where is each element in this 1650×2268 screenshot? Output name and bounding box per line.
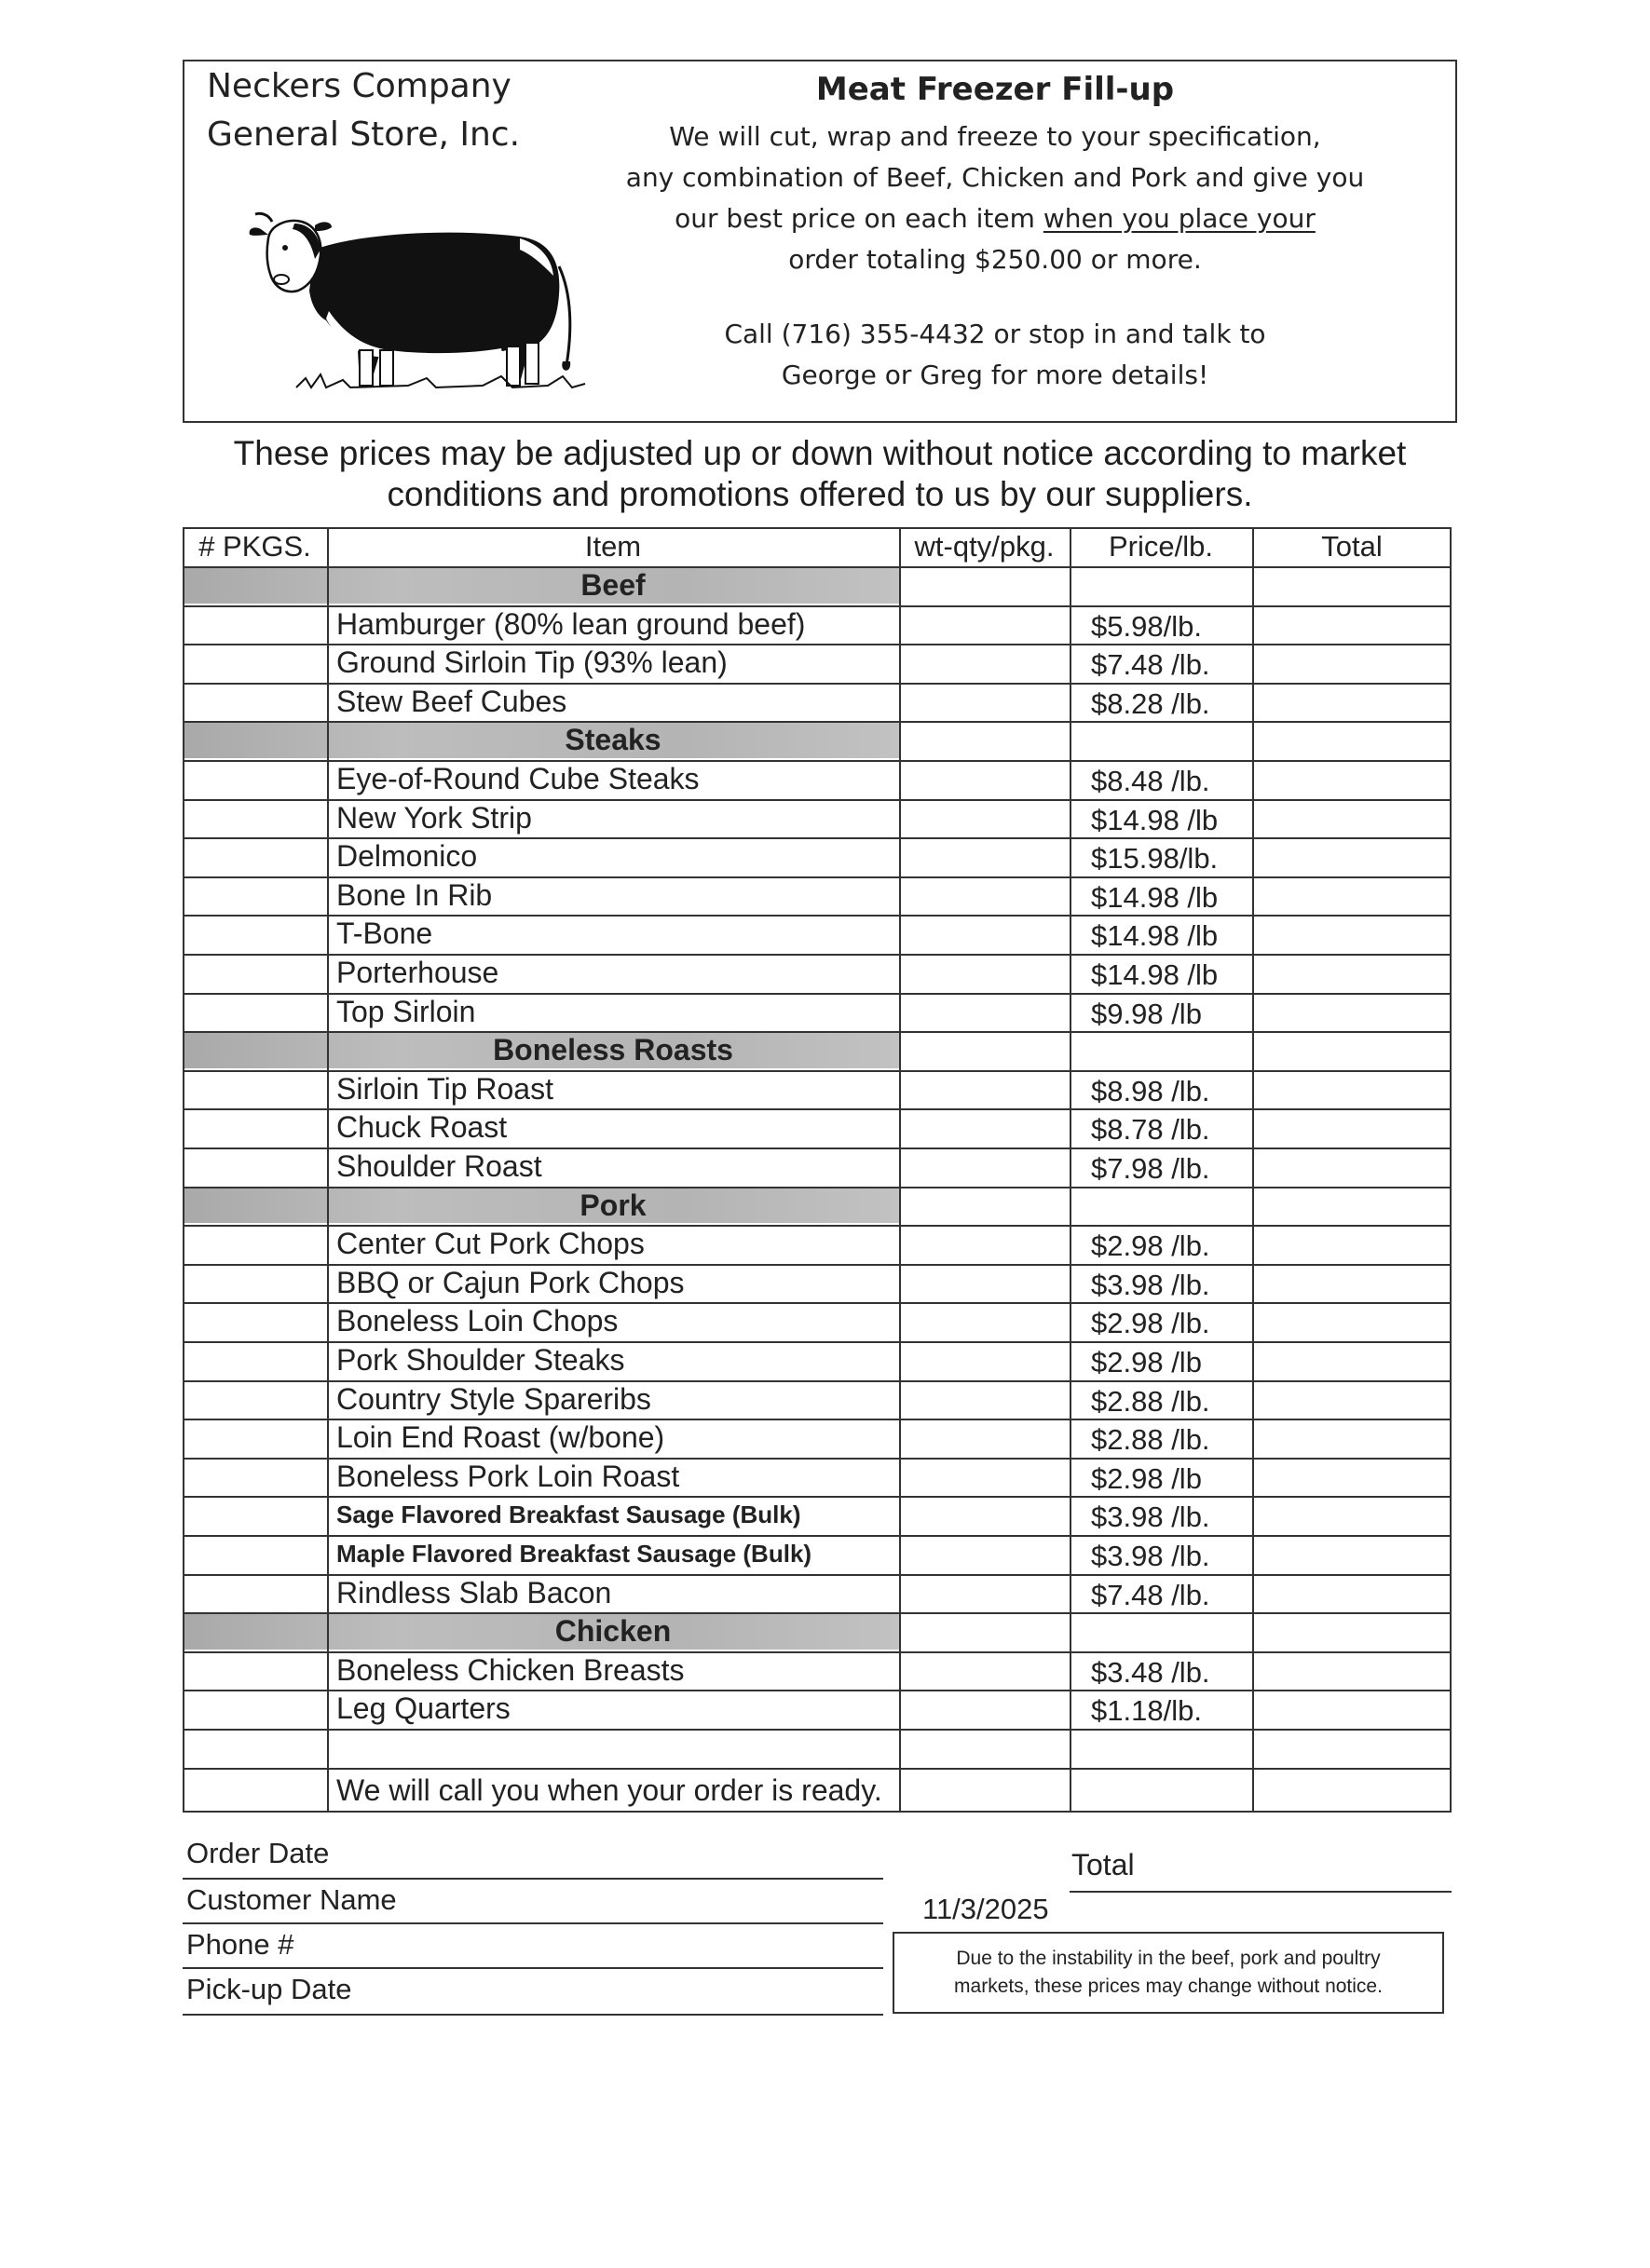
disclaimer-line: conditions and promotions offered to us by our suppliers. bbox=[387, 475, 1253, 513]
contact-line: Call (716) 355-4432 or stop in and talk to bbox=[724, 319, 1266, 349]
phone-field[interactable] bbox=[183, 1967, 883, 1969]
item-name: Sage Flavored Breakfast Sausage (Bulk) bbox=[336, 1501, 801, 1529]
weight-column-header: wt-qty/pkg. bbox=[914, 530, 1055, 563]
section-header-chicken: Chicken bbox=[554, 1614, 672, 1649]
item-column-header: Item bbox=[584, 530, 642, 563]
item-price: $8.28 /lb. bbox=[1091, 686, 1210, 720]
customer-name-label: Customer Name bbox=[186, 1883, 397, 1916]
contact-line: George or Greg for more details! bbox=[781, 360, 1209, 390]
item-price: $8.78 /lb. bbox=[1091, 1113, 1210, 1147]
item-name: Porterhouse bbox=[336, 956, 499, 989]
item-name: Loin End Roast (w/bone) bbox=[336, 1420, 665, 1455]
underlined-condition: when you place your bbox=[1043, 203, 1316, 234]
item-name: Hamburger (80% lean ground beef) bbox=[336, 606, 806, 641]
section-header-steaks: Steaks bbox=[565, 723, 661, 757]
notice-line: Due to the instability in the beef, pork and poultry bbox=[956, 1948, 1381, 1969]
description-line: We will cut, wrap and freeze to your specification, bbox=[669, 121, 1321, 152]
disclaimer-line: These prices may be adjusted up or down without notice according to market bbox=[233, 434, 1407, 472]
price-notice-box bbox=[893, 1932, 1444, 2014]
price-table bbox=[183, 527, 1452, 1813]
item-name: Delmonico bbox=[336, 839, 478, 874]
item-price: $2.98 /lb. bbox=[1091, 1229, 1210, 1263]
order-date-label: Order Date bbox=[186, 1837, 330, 1869]
item-price: $15.98/lb. bbox=[1091, 842, 1219, 876]
item-name: Center Cut Pork Chops bbox=[336, 1227, 645, 1261]
item-name: Pork Shoulder Steaks bbox=[336, 1343, 625, 1377]
table-border bbox=[183, 527, 1452, 1813]
item-price: $9.98 /lb bbox=[1091, 997, 1202, 1030]
phone-label: Phone # bbox=[186, 1928, 294, 1961]
item-name: BBQ or Cajun Pork Chops bbox=[336, 1265, 685, 1299]
description-text: our best price on each item bbox=[675, 203, 1043, 234]
header-box bbox=[183, 60, 1457, 423]
section-header-pork: Pork bbox=[580, 1188, 647, 1222]
item-price: $5.98/lb. bbox=[1091, 609, 1202, 643]
item-name: Leg Quarters bbox=[336, 1691, 511, 1726]
item-name: Bone In Rib bbox=[336, 877, 493, 912]
item-name: Boneless Loin Chops bbox=[336, 1304, 619, 1338]
item-price: $14.98 /lb bbox=[1091, 880, 1219, 914]
item-price: $3.48 /lb. bbox=[1091, 1655, 1210, 1689]
item-price: $2.98 /lb. bbox=[1091, 1307, 1210, 1340]
item-price: $7.98 /lb. bbox=[1091, 1152, 1210, 1185]
company-name-line-2: General Store, Inc. bbox=[207, 115, 521, 154]
total-field[interactable] bbox=[1070, 1891, 1452, 1893]
description-line bbox=[585, 203, 1405, 234]
item-name: New York Strip bbox=[336, 800, 532, 835]
flyer-title: Meat Freezer Fill-up bbox=[815, 71, 1175, 108]
item-name: Maple Flavored Breakfast Sausage (Bulk) bbox=[336, 1540, 812, 1568]
item-price: $7.48 /lb. bbox=[1091, 648, 1210, 682]
customer-name-field[interactable] bbox=[183, 1922, 883, 1924]
item-name: Country Style Spareribs bbox=[336, 1381, 651, 1416]
item-price: $7.48 /lb. bbox=[1091, 1578, 1210, 1611]
item-price: $2.88 /lb. bbox=[1091, 1384, 1210, 1418]
item-name: Chuck Roast bbox=[336, 1110, 508, 1145]
item-price: $3.98 /lb. bbox=[1091, 1268, 1210, 1301]
section-header-beef: Beef bbox=[580, 568, 646, 602]
item-name: Top Sirloin bbox=[336, 994, 476, 1028]
item-name: T-Bone bbox=[336, 917, 433, 951]
description-line: order totaling $250.00 or more. bbox=[788, 244, 1202, 275]
item-price: $14.98 /lb bbox=[1091, 919, 1219, 953]
item-name: Stew Beef Cubes bbox=[336, 684, 567, 718]
pickup-date-field[interactable] bbox=[183, 2014, 883, 2016]
item-name: Shoulder Roast bbox=[336, 1149, 542, 1183]
item-price: $8.98 /lb. bbox=[1091, 1074, 1210, 1107]
item-price: $2.98 /lb bbox=[1091, 1346, 1202, 1378]
description-line: any combination of Beef, Chicken and Pork and give you bbox=[625, 162, 1365, 193]
section-header-boneless-roasts: Boneless Roasts bbox=[493, 1033, 733, 1067]
item-price: $14.98 /lb bbox=[1091, 958, 1219, 991]
cow-illustration bbox=[240, 201, 594, 397]
order-date-field[interactable] bbox=[183, 1878, 883, 1880]
item-price: $1.18/lb. bbox=[1091, 1694, 1202, 1728]
order-ready-note: We will call you when your order is ready. bbox=[336, 1772, 882, 1807]
item-name: Ground Sirloin Tip (93% lean) bbox=[336, 645, 728, 680]
item-name: Eye-of-Round Cube Steaks bbox=[336, 762, 700, 795]
item-price: $2.88 /lb. bbox=[1091, 1423, 1210, 1457]
item-price: $3.98 /lb. bbox=[1091, 1501, 1210, 1534]
item-price: $3.98 /lb. bbox=[1091, 1540, 1210, 1572]
item-name: Boneless Pork Loin Roast bbox=[336, 1459, 680, 1493]
price-column-header: Price/lb. bbox=[1109, 530, 1213, 563]
pkgs-column-header: # PKGS. bbox=[198, 530, 311, 563]
item-name: Sirloin Tip Roast bbox=[336, 1071, 553, 1106]
pickup-date-label: Pick-up Date bbox=[186, 1973, 352, 2005]
total-label: Total bbox=[1071, 1848, 1135, 1881]
item-name: Rindless Slab Bacon bbox=[336, 1575, 612, 1609]
item-price: $14.98 /lb bbox=[1091, 803, 1219, 836]
item-name: Boneless Chicken Breasts bbox=[336, 1652, 685, 1687]
item-price: $8.48 /lb. bbox=[1091, 765, 1210, 797]
print-date: 11/3/2025 bbox=[922, 1893, 1049, 1925]
notice-line: markets, these prices may change without notice. bbox=[954, 1976, 1383, 1997]
company-name: Neckers Company bbox=[207, 67, 511, 105]
total-column-header: Total bbox=[1321, 530, 1383, 563]
item-price: $2.98 /lb bbox=[1091, 1461, 1202, 1495]
